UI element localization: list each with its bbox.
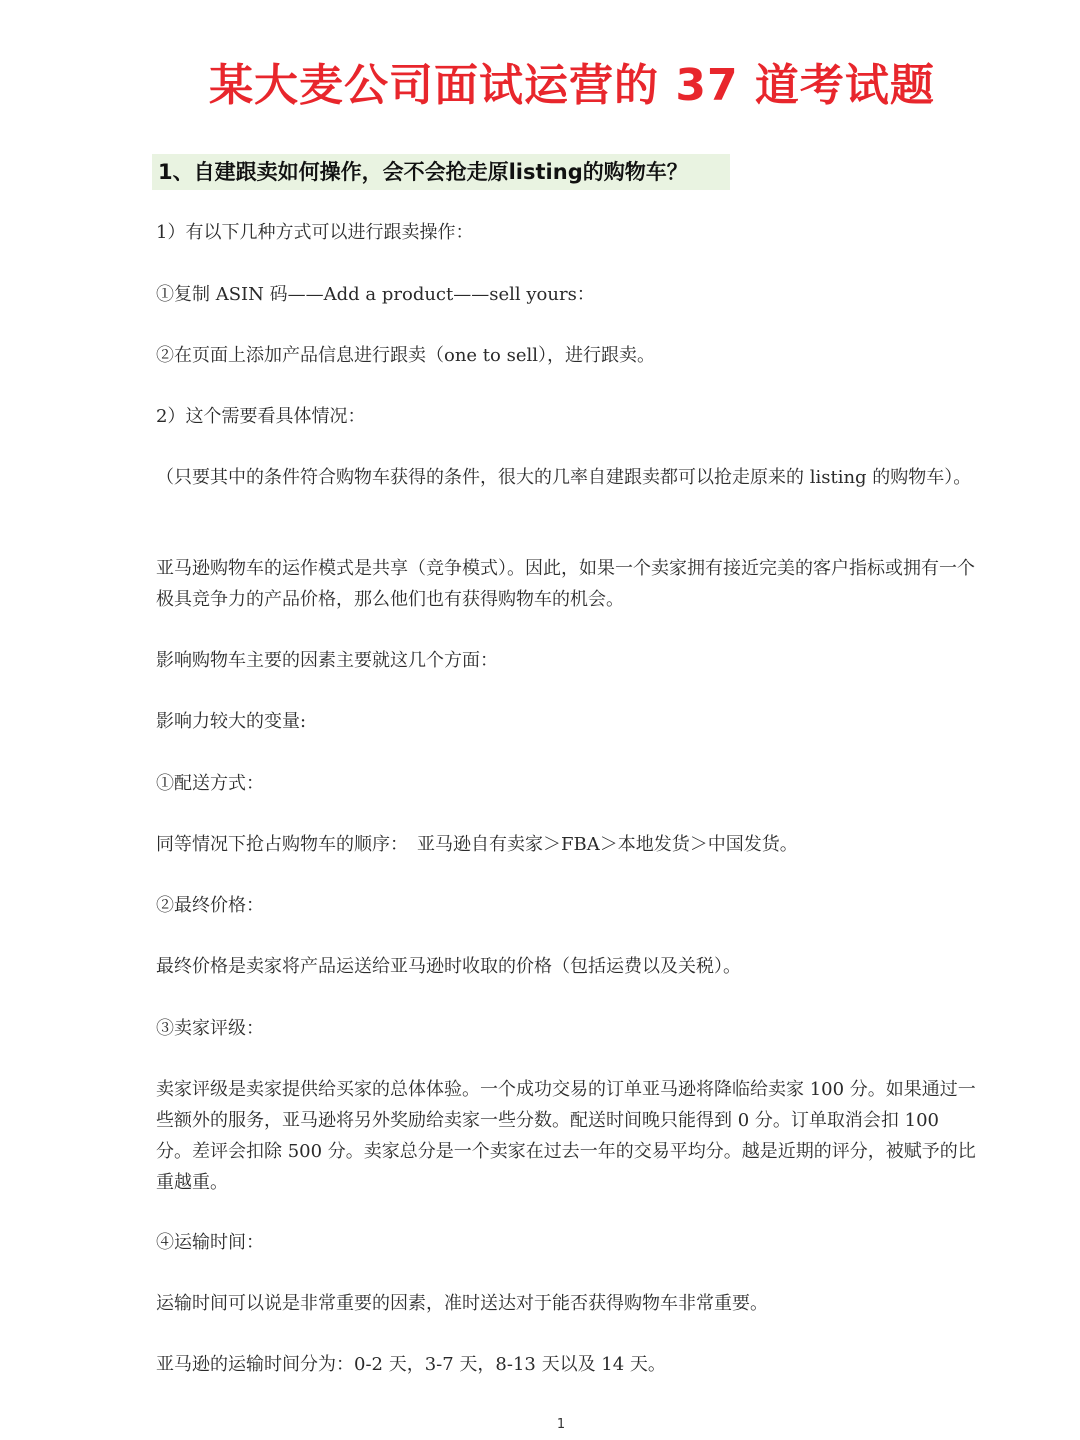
paragraph-method-1: ①复制 ASIN 码——Add a product——sell yours： bbox=[156, 284, 595, 305]
subheading-shipping-time: ④运输时间： bbox=[156, 1232, 264, 1253]
paragraph-variables: 影响力较大的变量: bbox=[156, 711, 307, 732]
subheading-seller-rating: ③卖家评级： bbox=[156, 1018, 264, 1039]
question-heading: 1、自建跟卖如何操作，会不会抢走原listing的购物车？ bbox=[152, 154, 730, 190]
paragraph-buybox-model: 亚马逊购物车的运作模式是共享（竞争模式）。因此，如果一个卖家拥有接近完美的客户指标或拥有一个极具竞争力的产品价格，那么他们也有获得购物车的机会。 bbox=[156, 558, 975, 610]
document-title: 某大麦公司面试运营的 37 道考试题 bbox=[209, 60, 935, 111]
paragraph-condition-note: （只要其中的条件符合购物车获得的条件，很大的几率自建跟卖都可以抢走原来的 listing 的购物车）。 bbox=[156, 467, 972, 488]
paragraph-seller-rating: 卖家评级是卖家提供给买家的总体体验。一个成功交易的订单亚马逊将降临给卖家 100 分。如果通过一些额外的服务，亚马逊将另外奖励给卖家一些分数。配送时间晚只能得到 0 分。订单取消会扣 100 分。差评会扣除 500 分。卖家总分是一个卖家在过去一年的交易平均分。越是近期的评分，被赋予的比重越重。 bbox=[156, 1079, 976, 1193]
paragraph-delivery-order: 同等情况下抢占购物车的顺序： 亚马逊自有卖家＞FBA＞本地发货＞中国发货。 bbox=[156, 834, 798, 855]
paragraph-shipping-importance: 运输时间可以说是非常重要的因素，准时送达对于能否获得购物车非常重要。 bbox=[156, 1293, 768, 1314]
paragraph-method-2: ②在页面上添加产品信息进行跟卖（one to sell），进行跟卖。 bbox=[156, 345, 655, 366]
subheading-final-price: ②最终价格： bbox=[156, 895, 264, 916]
paragraph-shipping-ranges: 亚马逊的运输时间分为：0-2 天，3-7 天，8-13 天以及 14 天。 bbox=[156, 1354, 666, 1375]
paragraph-final-price: 最终价格是卖家将产品运送给亚马逊时收取的价格（包括运费以及关税）。 bbox=[156, 956, 741, 977]
paragraph-depends: 2）这个需要看具体情况： bbox=[156, 406, 366, 427]
paragraph-factors-intro: 影响购物车主要的因素主要就这几个方面： bbox=[156, 650, 498, 671]
paragraph-methods-intro: 1）有以下几种方式可以进行跟卖操作： bbox=[156, 222, 474, 243]
subheading-delivery: ①配送方式： bbox=[156, 773, 264, 794]
page-number: 1 bbox=[556, 1417, 566, 1432]
